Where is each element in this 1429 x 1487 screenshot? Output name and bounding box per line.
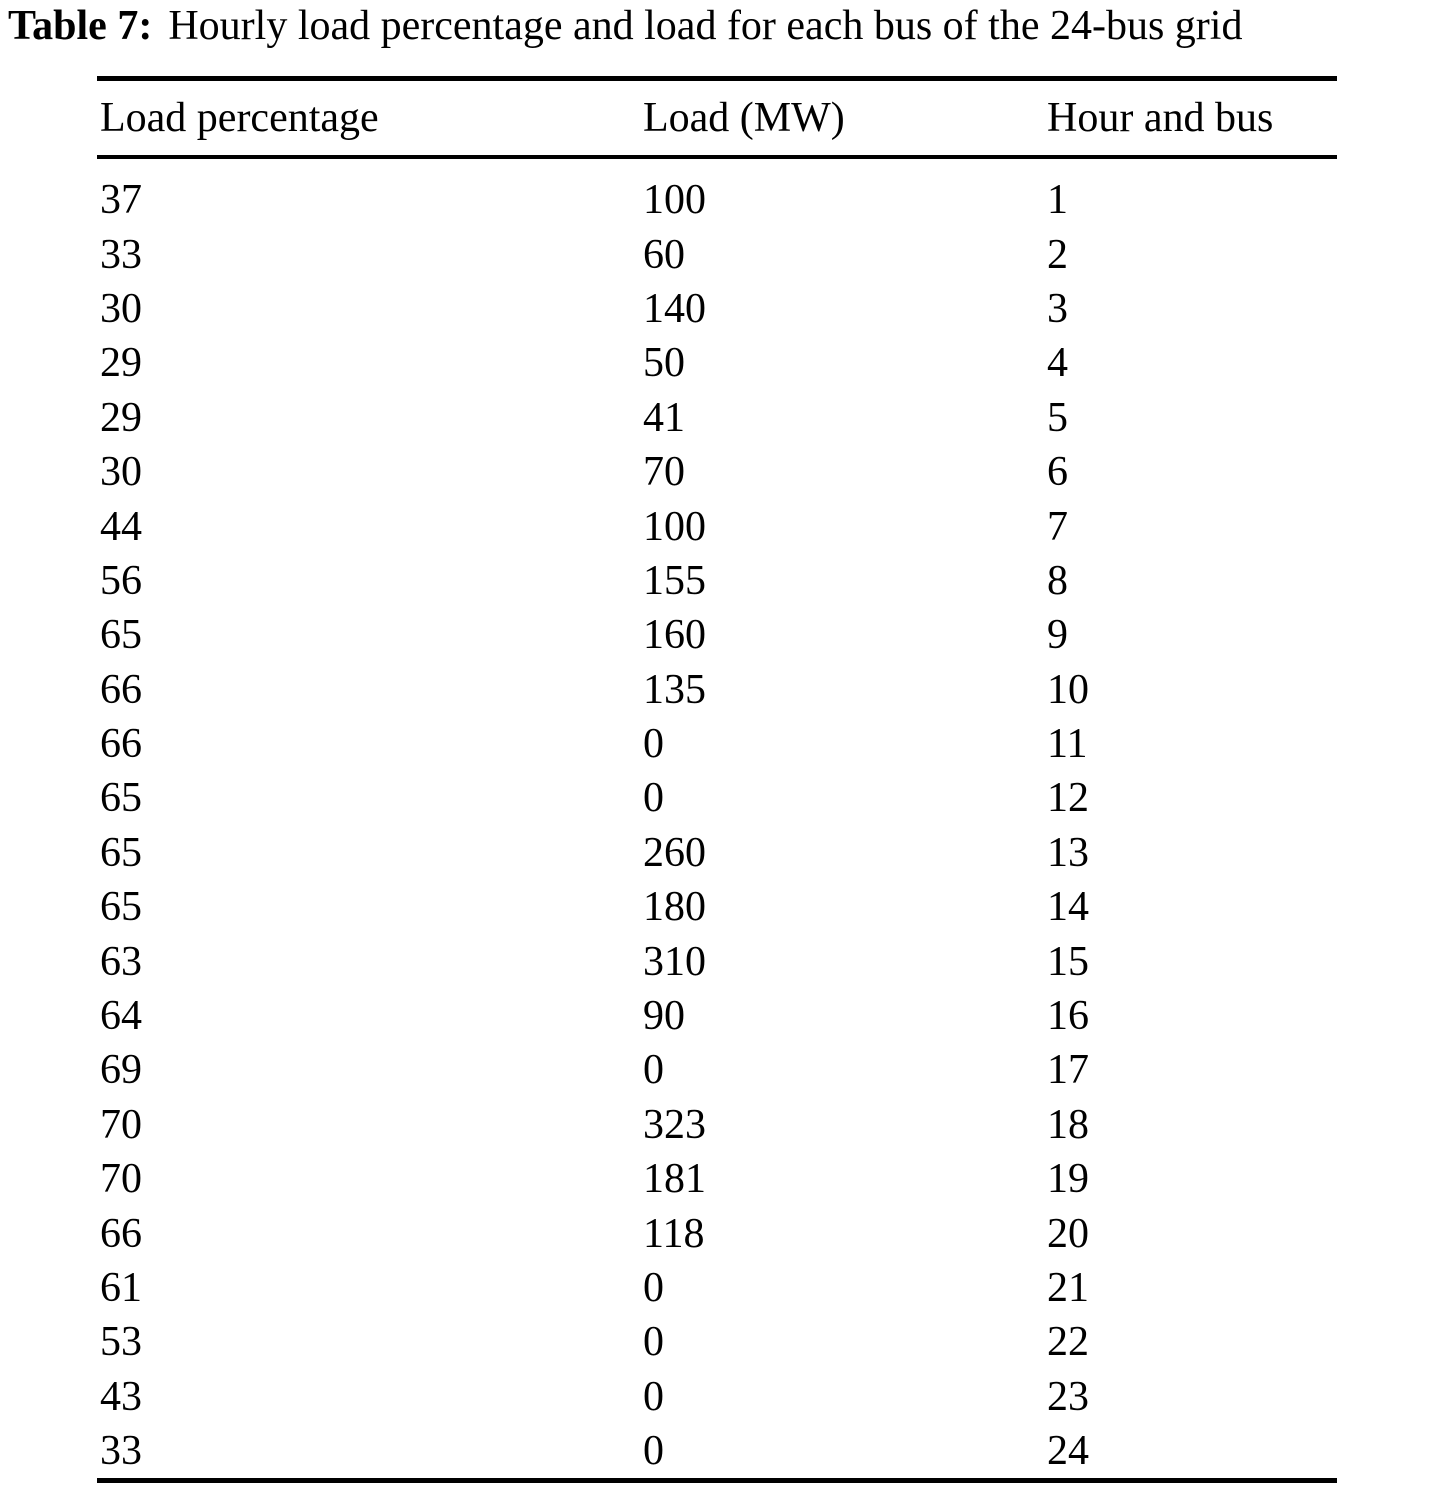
cell-load-percentage: 30 bbox=[100, 285, 142, 332]
cell-load-mw: 310 bbox=[643, 938, 706, 985]
cell-hour-and-bus: 2 bbox=[1047, 231, 1068, 278]
cell-load-mw: 0 bbox=[643, 775, 664, 822]
cell-hour-and-bus: 5 bbox=[1047, 394, 1068, 441]
cell-hour-and-bus: 12 bbox=[1047, 775, 1089, 822]
cell-hour-and-bus: 18 bbox=[1047, 1101, 1089, 1148]
cell-load-percentage: 65 bbox=[100, 612, 142, 659]
table-row bbox=[97, 336, 1337, 390]
cell-hour-and-bus: 23 bbox=[1047, 1373, 1089, 1420]
table-caption bbox=[8, 0, 1429, 53]
table-row bbox=[97, 227, 1337, 281]
column-header-hour-and-bus: Hour and bus bbox=[1047, 95, 1274, 141]
table-row bbox=[97, 1370, 1337, 1424]
table-row bbox=[97, 499, 1337, 553]
table-row bbox=[97, 1424, 1337, 1478]
cell-load-percentage: 66 bbox=[100, 666, 142, 713]
cell-load-mw: 323 bbox=[643, 1101, 706, 1148]
cell-load-mw: 155 bbox=[643, 557, 706, 604]
table-row bbox=[97, 391, 1337, 445]
data-table bbox=[97, 76, 1337, 1483]
cell-load-percentage: 61 bbox=[100, 1265, 142, 1311]
table-row bbox=[97, 717, 1337, 771]
cell-load-mw: 118 bbox=[643, 1210, 705, 1257]
cell-load-mw: 60 bbox=[643, 231, 685, 278]
table-row bbox=[97, 173, 1337, 227]
cell-load-mw: 260 bbox=[643, 829, 706, 876]
column-header-load-percentage: Load percentage bbox=[100, 95, 379, 141]
cell-load-percentage: 65 bbox=[100, 829, 142, 876]
cell-hour-and-bus: 22 bbox=[1047, 1319, 1089, 1366]
table-row bbox=[97, 1261, 1337, 1315]
cell-hour-and-bus: 10 bbox=[1047, 666, 1089, 713]
table-row bbox=[97, 880, 1337, 934]
cell-hour-and-bus: 19 bbox=[1047, 1156, 1089, 1203]
cell-hour-and-bus: 7 bbox=[1047, 503, 1068, 550]
cell-load-mw: 135 bbox=[643, 666, 706, 713]
cell-hour-and-bus: 1 bbox=[1047, 177, 1068, 224]
cell-hour-and-bus: 15 bbox=[1047, 938, 1089, 985]
table-body bbox=[97, 159, 1337, 1478]
cell-hour-and-bus: 3 bbox=[1047, 285, 1068, 332]
cell-load-mw: 90 bbox=[643, 993, 685, 1040]
cell-load-percentage: 29 bbox=[100, 394, 142, 441]
cell-load-mw: 181 bbox=[643, 1156, 706, 1203]
cell-load-mw: 50 bbox=[643, 340, 685, 387]
cell-load-percentage: 70 bbox=[100, 1101, 142, 1148]
cell-hour-and-bus: 14 bbox=[1047, 884, 1089, 931]
table-row bbox=[97, 1206, 1337, 1260]
cell-load-mw: 160 bbox=[643, 612, 706, 659]
table-header-row bbox=[97, 81, 1337, 155]
cell-load-mw: 70 bbox=[643, 449, 685, 496]
cell-load-percentage: 44 bbox=[100, 503, 142, 550]
cell-hour-and-bus: 6 bbox=[1047, 449, 1068, 496]
table-row bbox=[97, 608, 1337, 662]
cell-load-percentage: 63 bbox=[100, 938, 142, 985]
table-row bbox=[97, 1315, 1337, 1369]
cell-load-mw: 0 bbox=[643, 1047, 664, 1094]
cell-hour-and-bus: 16 bbox=[1047, 993, 1089, 1040]
column-header-load-mw: Load (MW) bbox=[643, 95, 845, 141]
cell-load-percentage: 65 bbox=[100, 884, 142, 931]
table-caption-label: Table 7: bbox=[8, 3, 153, 49]
cell-load-percentage: 65 bbox=[100, 775, 142, 822]
table-row bbox=[97, 1098, 1337, 1152]
cell-load-mw: 100 bbox=[643, 503, 706, 550]
cell-hour-and-bus: 13 bbox=[1047, 829, 1089, 876]
cell-load-percentage: 33 bbox=[100, 231, 142, 278]
cell-load-percentage: 53 bbox=[100, 1319, 142, 1366]
table-row bbox=[97, 445, 1337, 499]
cell-load-percentage: 43 bbox=[100, 1373, 142, 1420]
cell-load-percentage: 56 bbox=[100, 557, 142, 604]
cell-load-percentage: 66 bbox=[100, 721, 142, 768]
cell-load-mw: 0 bbox=[643, 1265, 664, 1311]
cell-hour-and-bus: 9 bbox=[1047, 612, 1068, 659]
table-row bbox=[97, 934, 1337, 988]
cell-load-percentage: 70 bbox=[100, 1156, 142, 1203]
cell-load-mw: 0 bbox=[643, 1373, 664, 1420]
cell-hour-and-bus: 4 bbox=[1047, 340, 1068, 387]
cell-load-mw: 0 bbox=[643, 1319, 664, 1366]
cell-load-percentage: 30 bbox=[100, 449, 142, 496]
cell-hour-and-bus: 17 bbox=[1047, 1047, 1089, 1094]
cell-load-mw: 0 bbox=[643, 721, 664, 768]
cell-load-percentage: 69 bbox=[100, 1047, 142, 1094]
cell-load-mw: 41 bbox=[643, 394, 685, 441]
cell-load-mw: 100 bbox=[643, 177, 706, 224]
cell-load-percentage: 66 bbox=[100, 1210, 142, 1257]
cell-hour-and-bus: 24 bbox=[1047, 1428, 1089, 1475]
cell-load-percentage: 37 bbox=[100, 177, 142, 224]
cell-hour-and-bus: 11 bbox=[1047, 721, 1088, 768]
cell-hour-and-bus: 20 bbox=[1047, 1210, 1089, 1257]
table-row bbox=[97, 826, 1337, 880]
table-row bbox=[97, 771, 1337, 825]
cell-hour-and-bus: 21 bbox=[1047, 1265, 1089, 1311]
table-row bbox=[97, 1043, 1337, 1097]
cell-load-percentage: 64 bbox=[100, 993, 142, 1040]
cell-load-mw: 140 bbox=[643, 285, 706, 332]
cell-hour-and-bus: 8 bbox=[1047, 557, 1068, 604]
table-caption-text: Hourly load percentage and load for each bus of the 24-bus grid bbox=[168, 3, 1243, 49]
cell-load-mw: 180 bbox=[643, 884, 706, 931]
table-row bbox=[97, 663, 1337, 717]
table-row bbox=[97, 282, 1337, 336]
cell-load-percentage: 29 bbox=[100, 340, 142, 387]
table-row bbox=[97, 1152, 1337, 1206]
cell-load-percentage: 33 bbox=[100, 1428, 142, 1475]
cell-load-mw: 0 bbox=[643, 1428, 664, 1475]
table-row bbox=[97, 554, 1337, 608]
table-row bbox=[97, 989, 1337, 1043]
table-bottom-rule bbox=[97, 1478, 1337, 1483]
